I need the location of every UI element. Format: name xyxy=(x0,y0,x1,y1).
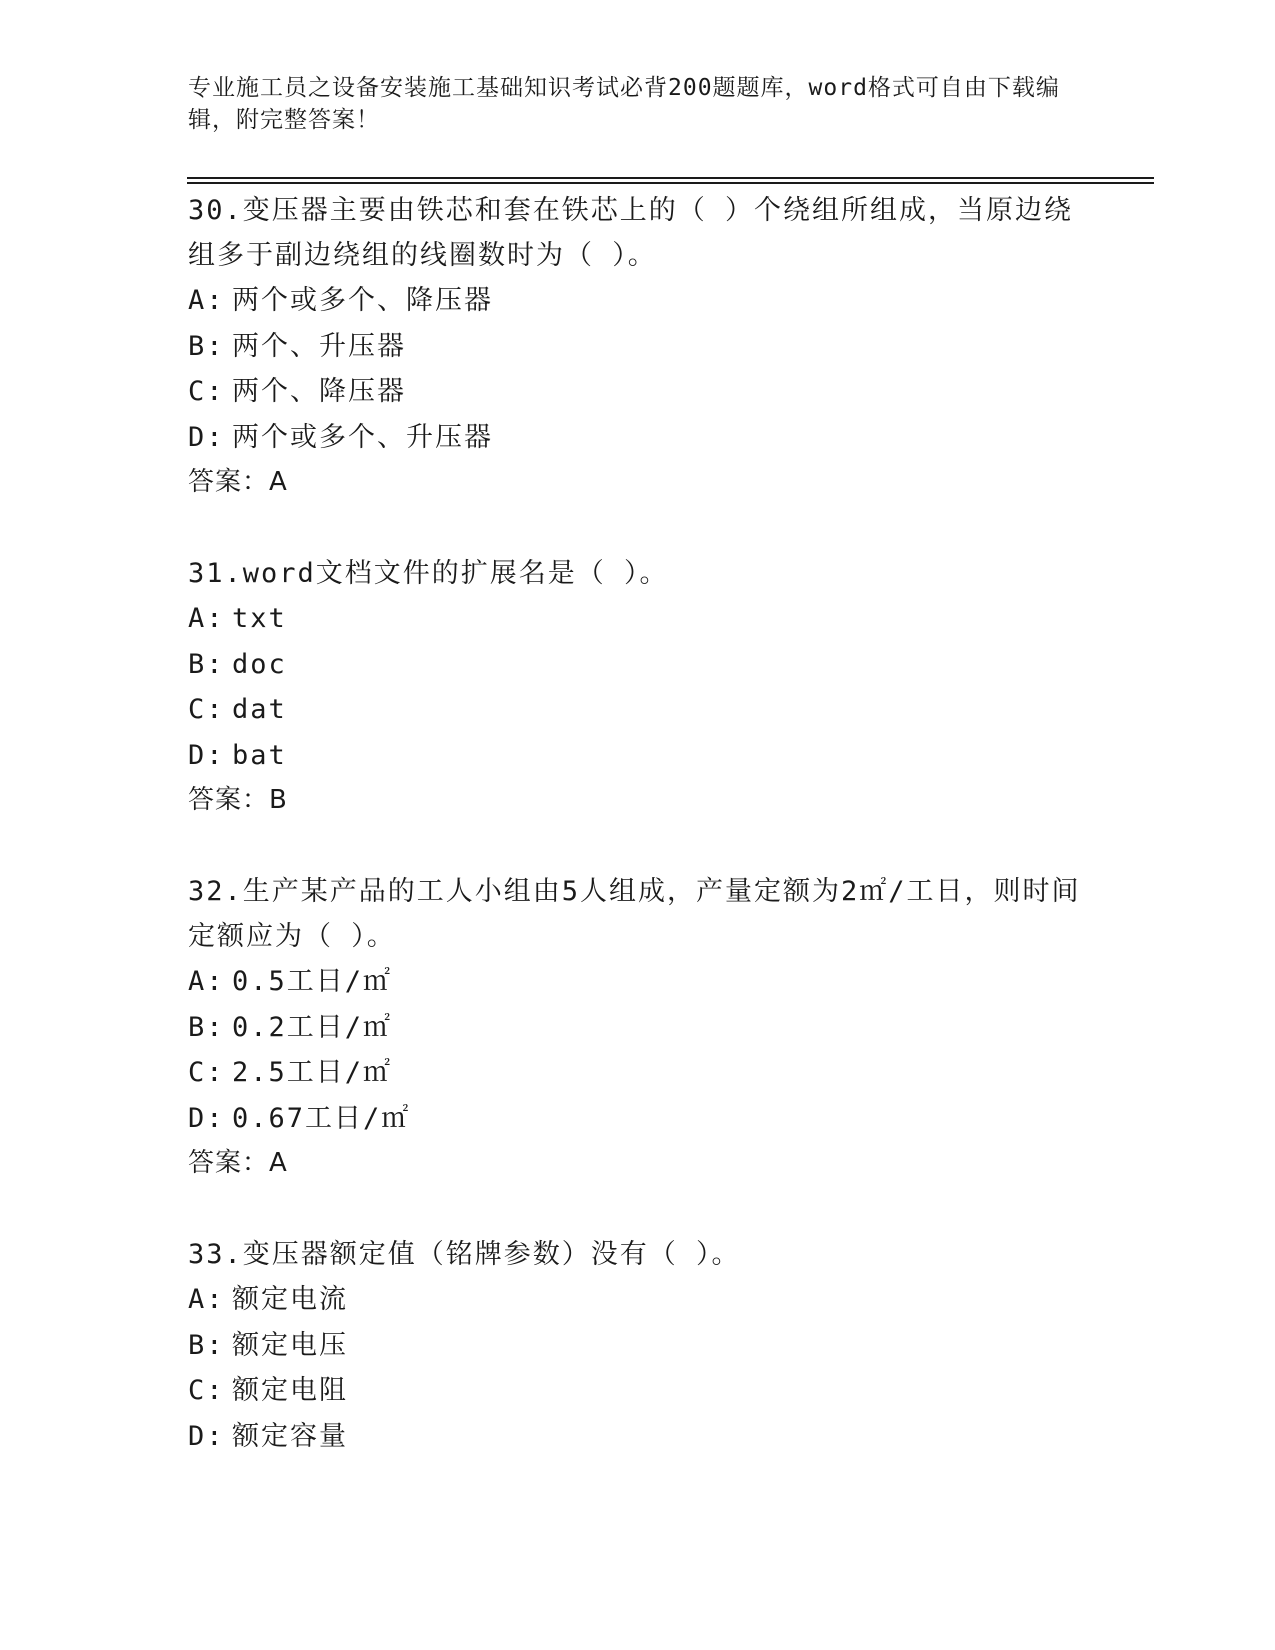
document-title: 专业施工员之设备安装施工基础知识考试必背200题题库，word格式可自由下载编辑，附完整答案！ xyxy=(188,75,1060,133)
option-label: B: xyxy=(188,1011,225,1043)
option-a xyxy=(188,959,1088,1005)
option-c xyxy=(188,1368,1088,1414)
option-text: 两个、升压器 xyxy=(232,330,406,362)
option-label: C: xyxy=(188,1375,225,1406)
option-b xyxy=(188,642,1088,688)
option-b xyxy=(188,324,1088,370)
option-text: 两个或多个、升压器 xyxy=(232,421,493,453)
question-30 xyxy=(188,188,1088,505)
option-a xyxy=(188,1277,1088,1323)
option-a xyxy=(188,278,1088,324)
question-33 xyxy=(188,1232,1088,1459)
option-label: D: xyxy=(188,1102,225,1134)
answer-line: 答案：A xyxy=(188,467,288,497)
option-text: dat xyxy=(232,694,287,725)
question-stem: 30.变压器主要由铁芯和套在铁芯上的（ ）个绕组所组成，当原边绕组多于副边绕组的线圈数时为（ ）。 xyxy=(188,195,1074,271)
answer-line: 答案：B xyxy=(188,785,288,815)
option-d xyxy=(188,1414,1088,1460)
option-c xyxy=(188,369,1088,415)
option-label: A: xyxy=(188,966,225,997)
option-text: 2.5工日/㎡ xyxy=(232,1057,393,1088)
option-label: B: xyxy=(188,330,225,362)
option-label: A: xyxy=(188,1284,225,1315)
question-31 xyxy=(188,551,1088,823)
option-label: D: xyxy=(188,421,225,453)
answer-line: 答案：A xyxy=(188,1148,288,1178)
option-label: C: xyxy=(188,694,225,725)
option-text: bat xyxy=(232,739,287,771)
option-text: 两个、降压器 xyxy=(232,376,406,407)
option-label: A: xyxy=(188,603,225,634)
option-b xyxy=(188,1323,1088,1369)
option-text: 额定电阻 xyxy=(232,1375,348,1406)
option-d xyxy=(188,733,1088,779)
option-text: 0.5工日/㎡ xyxy=(232,966,393,997)
option-text: doc xyxy=(232,648,287,680)
option-label: D: xyxy=(188,1420,225,1452)
option-text: 额定容量 xyxy=(232,1420,348,1452)
option-label: A: xyxy=(188,285,225,316)
option-label: B: xyxy=(188,1329,225,1361)
option-text: 两个或多个、降压器 xyxy=(232,285,493,316)
option-label: C: xyxy=(188,376,225,407)
option-label: C: xyxy=(188,1057,225,1088)
option-text: 0.2工日/㎡ xyxy=(232,1011,393,1043)
question-stem: 32.生产某产品的工人小组由5人组成，产量定额为2㎡/工日，则时间定额应为（ ）。 xyxy=(188,876,1081,952)
option-d xyxy=(188,1096,1088,1142)
option-text: txt xyxy=(232,603,287,634)
option-a xyxy=(188,596,1088,642)
question-stem: 33.变压器额定值（铭牌参数）没有（ ）。 xyxy=(188,1239,741,1270)
header-divider-top xyxy=(187,177,1154,179)
question-stem: 31.word文档文件的扩展名是（ ）。 xyxy=(188,558,669,589)
option-text: 额定电流 xyxy=(232,1284,348,1315)
option-d xyxy=(188,415,1088,461)
option-c xyxy=(188,1050,1088,1096)
option-text: 额定电压 xyxy=(232,1329,348,1361)
option-label: D: xyxy=(188,739,225,771)
question-32 xyxy=(188,869,1088,1186)
option-label: B: xyxy=(188,648,225,680)
option-c xyxy=(188,687,1088,733)
option-b xyxy=(188,1005,1088,1051)
header-divider-bottom xyxy=(187,182,1154,184)
question-list xyxy=(188,188,1088,1505)
option-text: 0.67工日/㎡ xyxy=(232,1102,411,1134)
